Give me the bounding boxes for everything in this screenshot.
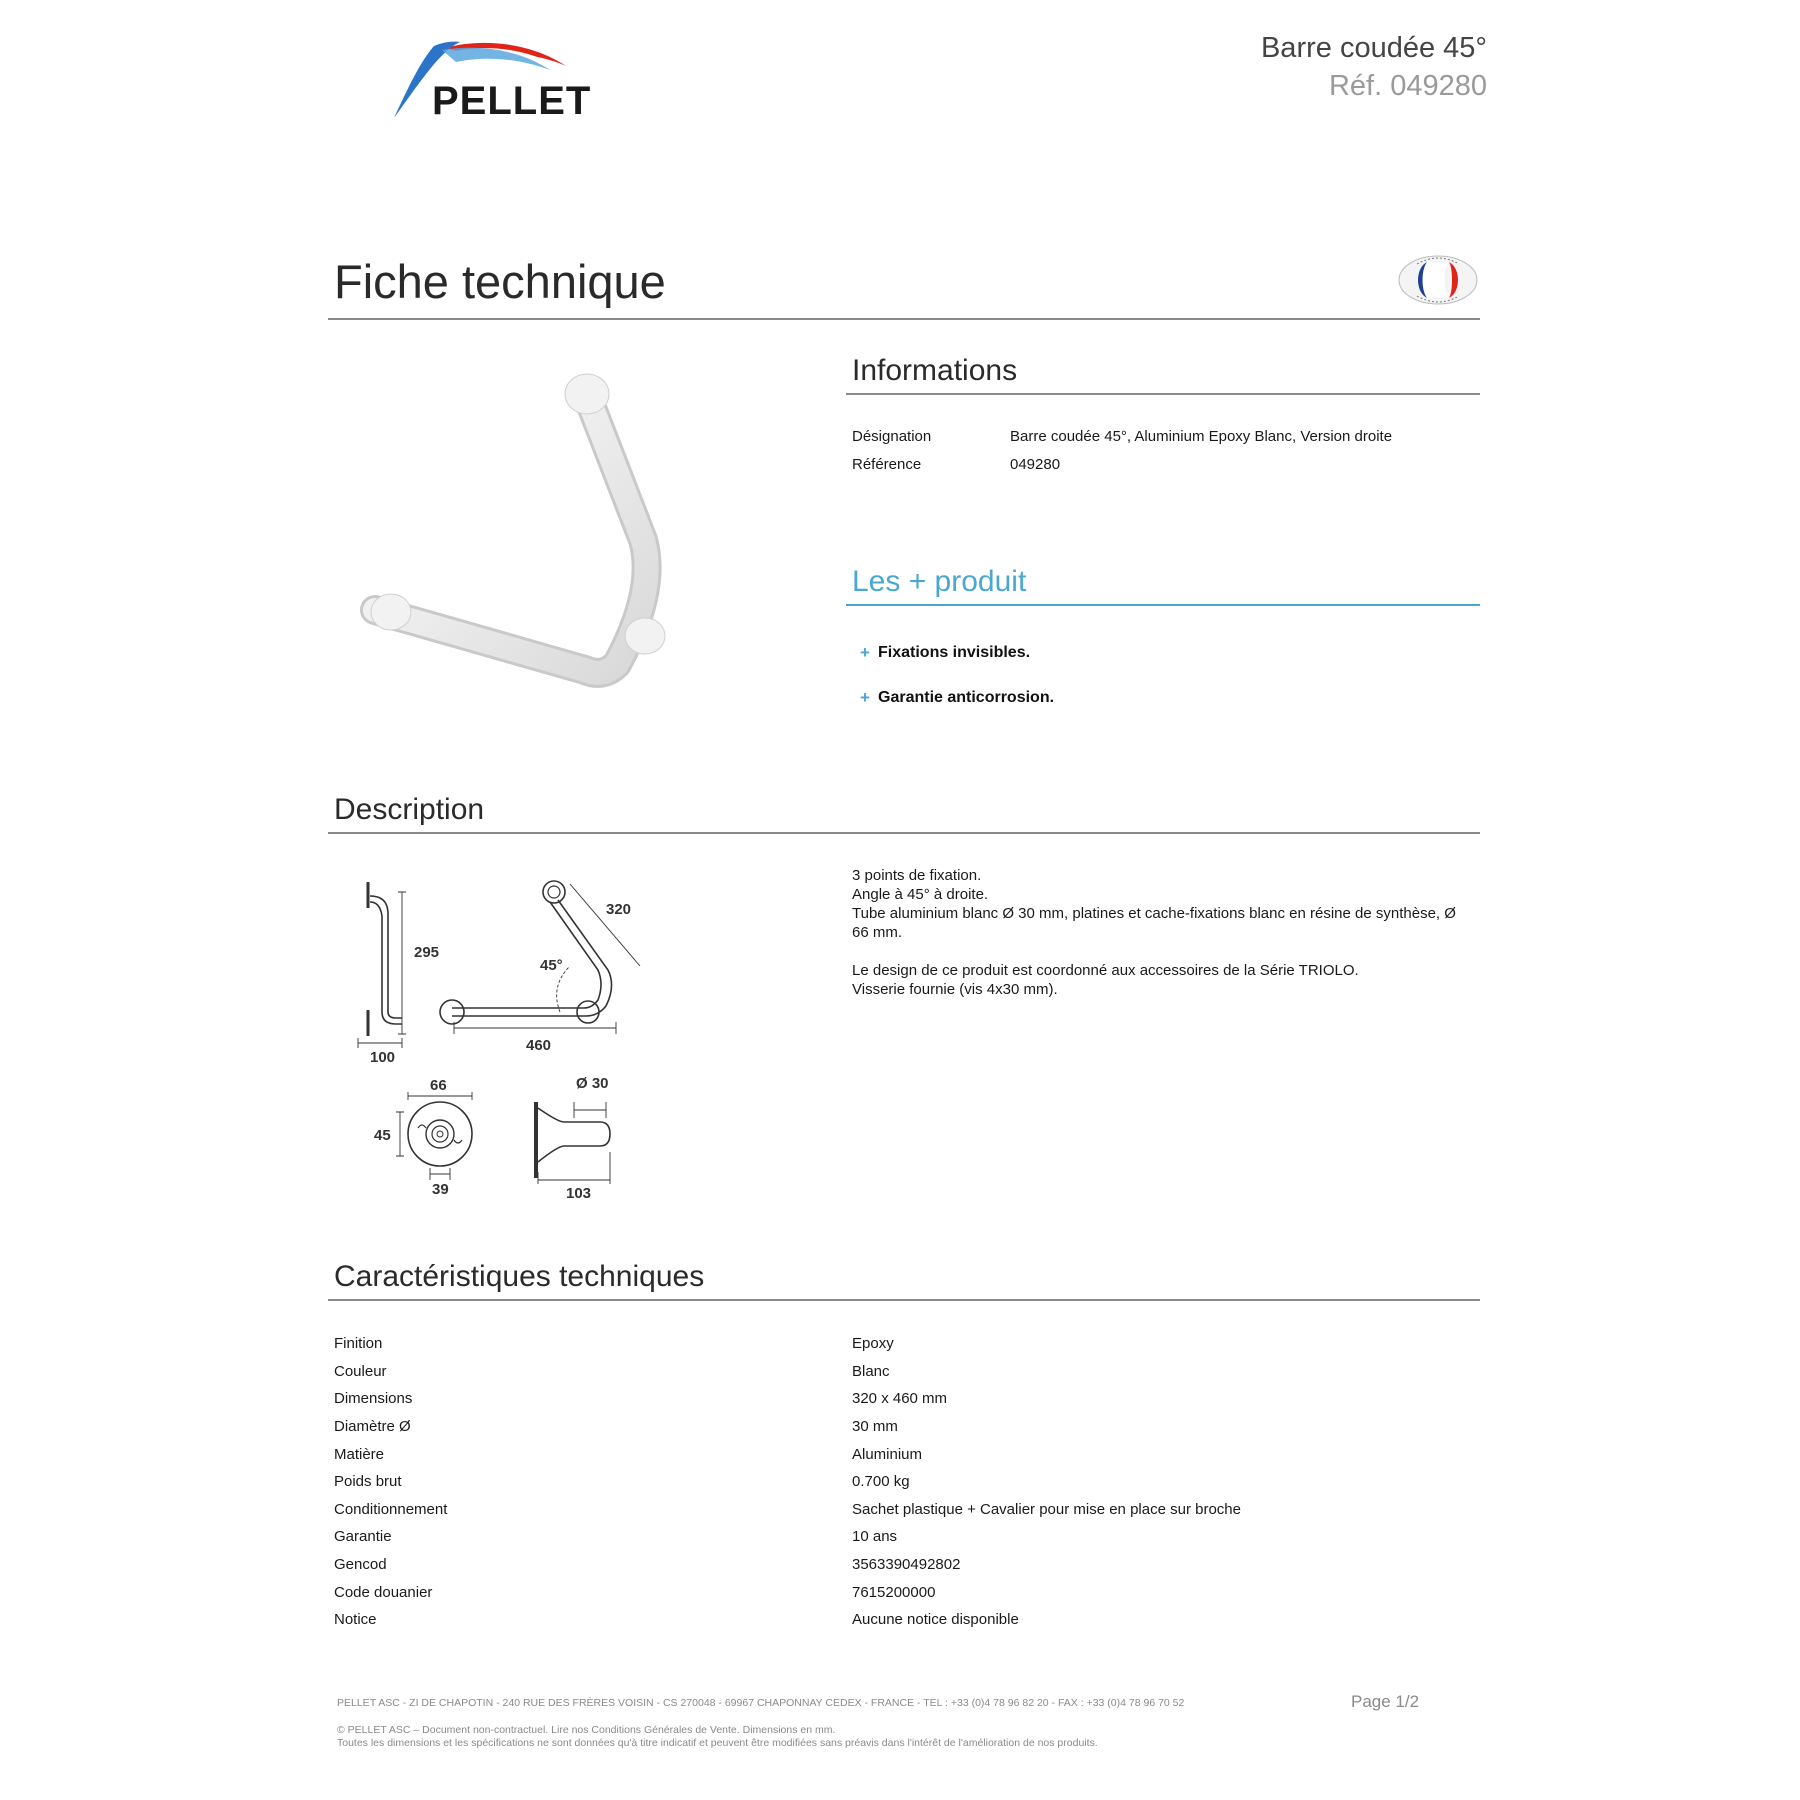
pellet-logo-icon bbox=[390, 36, 640, 126]
plate-gap-label: 39 bbox=[432, 1181, 449, 1198]
footer-disclaimer: Toutes les dimensions et les spécifications ne sont données qu'à titre indicatif et peuvent être modifiées sans préavis dans l'intérêt de l'amélioration de nos produits. bbox=[337, 1737, 1098, 1749]
description-divider bbox=[328, 832, 1480, 834]
spec-label: Garantie bbox=[334, 1528, 392, 1546]
spec-row bbox=[334, 1496, 1480, 1524]
spec-value: Epoxy bbox=[852, 1335, 894, 1353]
spec-row bbox=[334, 1440, 1480, 1468]
description-line bbox=[852, 942, 1472, 961]
plus-produit-heading: Les + produit bbox=[852, 565, 1027, 598]
description-line: Visserie fournie (vis 4x30 mm). bbox=[852, 981, 1058, 998]
informations-heading: Informations bbox=[852, 354, 1018, 387]
spec-value: 320 x 460 mm bbox=[852, 1390, 948, 1408]
spec-label: Poids brut bbox=[334, 1473, 402, 1491]
plate-height-label: 45 bbox=[374, 1127, 391, 1144]
plus-icon: + bbox=[860, 643, 870, 662]
description-line: Le design de ce produit est coordonné aux accessoires de la Série TRIOLO. bbox=[852, 962, 1359, 979]
spec-row bbox=[334, 1551, 1480, 1579]
spec-value: 0.700 kg bbox=[852, 1473, 910, 1491]
length-label: 460 bbox=[526, 1037, 552, 1054]
spec-row bbox=[334, 1523, 1480, 1551]
specs-divider bbox=[328, 1299, 1480, 1301]
spec-label: Finition bbox=[334, 1335, 383, 1353]
specs-heading: Caractéristiques techniques bbox=[334, 1260, 705, 1293]
spec-label: Matière bbox=[334, 1445, 385, 1463]
spec-value: 30 mm bbox=[852, 1418, 898, 1436]
reference-value: 049280 bbox=[1010, 456, 1061, 473]
specs-table bbox=[334, 1330, 1480, 1634]
plus-produit-item bbox=[852, 643, 1030, 663]
page-number: Page 1/2 bbox=[1351, 1692, 1420, 1711]
product-photo bbox=[355, 360, 705, 690]
description-line: 3 points de fixation. bbox=[852, 867, 982, 884]
angle-label: 45° bbox=[540, 957, 563, 974]
spec-label: Diamètre Ø bbox=[334, 1418, 411, 1436]
description-text bbox=[852, 866, 1472, 999]
spec-row bbox=[334, 1385, 1480, 1413]
plus-produit-item bbox=[852, 688, 1054, 708]
spec-row bbox=[334, 1330, 1480, 1358]
description-line: Angle à 45° à droite. bbox=[852, 886, 989, 903]
spec-row bbox=[334, 1606, 1480, 1634]
footer-address: PELLET ASC - ZI DE CHAPOTIN - 240 RUE DES FRÈRES VOISIN - CS 270048 - 69967 CHAPONNAY CEDEX - FRANCE - TEL : +33 (0)4 78 96 82 20 - FAX : +33 (0)4 78 96 70 52 bbox=[337, 1697, 1185, 1709]
spec-value: 7615200000 bbox=[852, 1583, 936, 1601]
informations-divider bbox=[846, 393, 1480, 395]
designation-label: Désignation bbox=[852, 428, 932, 445]
spec-row bbox=[334, 1468, 1480, 1496]
spec-row bbox=[334, 1358, 1480, 1386]
spec-row bbox=[334, 1578, 1480, 1606]
spec-value: Sachet plastique + Cavalier pour mise en place sur broche bbox=[852, 1500, 1241, 1518]
height-label: 295 bbox=[414, 944, 440, 961]
spec-label: Couleur bbox=[334, 1362, 387, 1380]
designation-value: Barre coudée 45°, Aluminium Epoxy Blanc, Version droite bbox=[1010, 428, 1393, 445]
spec-label: Code douanier bbox=[334, 1583, 433, 1601]
plus-icon: + bbox=[860, 688, 870, 707]
footer-copyright: © PELLET ASC – Document non-contractuel. Lire nos Conditions Générales de Vente. Dimensions en mm. bbox=[337, 1724, 836, 1736]
plus-produit-divider bbox=[846, 604, 1480, 606]
spec-row bbox=[334, 1413, 1480, 1441]
diagonal-label: 320 bbox=[606, 901, 632, 918]
reference-label: Référence bbox=[852, 456, 922, 473]
offset-label: 103 bbox=[566, 1185, 592, 1202]
spec-value: Aucune notice disponible bbox=[852, 1611, 1019, 1629]
spec-value: 3563390492802 bbox=[852, 1556, 961, 1574]
grab-bar-icon bbox=[355, 360, 705, 690]
title-divider bbox=[328, 318, 1480, 320]
product-reference: Réf. 049280 bbox=[1328, 70, 1487, 102]
plate-width-label: 66 bbox=[430, 1077, 447, 1094]
spec-value: Blanc bbox=[852, 1362, 890, 1380]
spec-value: Aluminium bbox=[852, 1445, 923, 1463]
spec-label: Conditionnement bbox=[334, 1500, 448, 1518]
spec-label: Dimensions bbox=[334, 1390, 413, 1408]
plus-produit-item-text: Fixations invisibles. bbox=[878, 644, 1031, 661]
pellet-logo bbox=[390, 36, 640, 126]
depth-label: 100 bbox=[370, 1049, 396, 1066]
tube-diameter-label: Ø 30 bbox=[576, 1075, 609, 1092]
plus-produit-item-text: Garantie anticorrosion. bbox=[878, 689, 1055, 706]
product-title: Barre coudée 45° bbox=[1260, 32, 1487, 64]
description-heading: Description bbox=[334, 793, 485, 826]
dimension-drawing-icon bbox=[344, 862, 674, 1202]
fabrication-francaise-badge bbox=[1397, 254, 1479, 306]
description-line: Tube aluminium blanc Ø 30 mm, platines et cache-fixations blanc en résine de synthèse, Ø bbox=[852, 905, 1456, 922]
description-line: 66 mm. bbox=[852, 924, 903, 941]
technical-drawing bbox=[344, 862, 674, 1202]
spec-label: Gencod bbox=[334, 1556, 387, 1574]
svg-text:PELLET: PELLET bbox=[432, 79, 592, 123]
spec-value: 10 ans bbox=[852, 1528, 898, 1546]
fabrication-francaise-icon bbox=[1397, 254, 1479, 306]
page-title: Fiche technique bbox=[334, 255, 666, 308]
spec-label: Notice bbox=[334, 1611, 377, 1629]
